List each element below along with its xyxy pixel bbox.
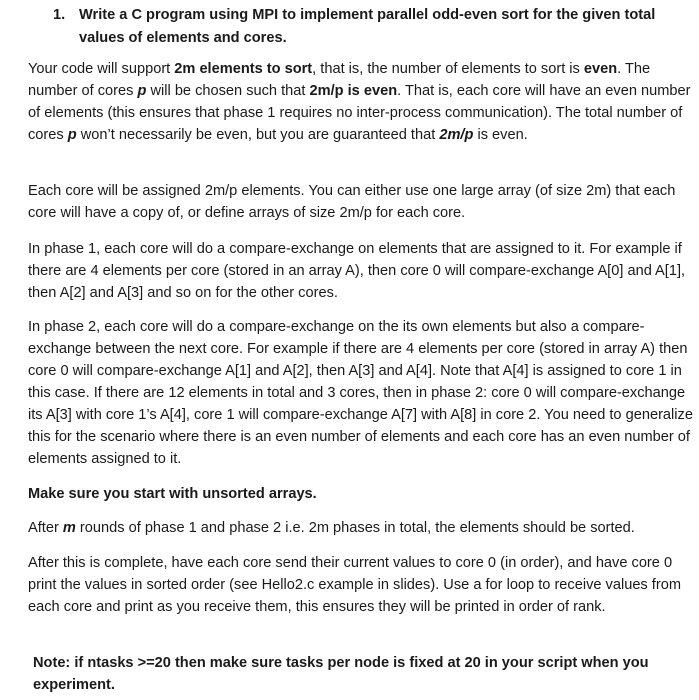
- question-heading: [53, 4, 683, 50]
- p1-text-2: , that is, the number of elements to sort is: [312, 61, 584, 77]
- paragraph-phase-2: In phase 2, each core will do a compare-exchange on the its own elements but also a compare-exchange between the next core. For example if there are 4 elements per core (stored in array A) then core 0 will compare-exchange A[1] and A[2], then A[3] and A[4]. Note that A[4] is assigned to core 1 in this case. If there are 12 elements in total and 3 cores, then in phase 2: core 0 will compare-exchange its A[3] with core 1’s A[4], core 1 will compare-exchange A[7] with A[8] in core 2. You need to generalize this for the scenario where there is an even number of elements and each core has an even number of elements assigned to it.: [28, 319, 693, 467]
- p1-text-6: won’t necessarily be even, but you are guaranteed that: [76, 127, 440, 143]
- p1-text-7: is even.: [473, 127, 528, 143]
- paragraph-gather-print: After this is complete, have each core send their current values to core 0 (in order), and have core 0 print the values in sorted order (see Hello2.c example in slides). Use a for loop to receive values from each core and print as you receive them, this ensures they will be printed in order of rank.: [28, 555, 681, 615]
- paragraph-phase-1: In phase 1, each core will do a compare-exchange on elements that are assigned to it. For example if there are 4 elements per core (stored in an array A), then core 0 will compare-exchange A[0] and A[1], then A[2] and A[3] and so on for the other cores.: [28, 241, 686, 301]
- p1-bold-2: even: [583, 61, 618, 77]
- question-title: Write a C program using MPI to implement parallel odd-even sort for the given total values of elements and cores.: [79, 7, 656, 46]
- paragraph-requirements: [28, 58, 694, 146]
- paragraph-rounds: [28, 517, 694, 539]
- p1-text-4: will be chosen such that: [146, 83, 310, 99]
- paragraph-ntasks-note: Note: if ntasks >=20 then make sure tasks per node is fixed at 20 in your script when you experiment.: [33, 655, 649, 693]
- p1-text-1: Your code will support: [28, 61, 175, 77]
- p1-bold-italic-2: p: [67, 127, 77, 143]
- p6-text-2: rounds of phase 1 and phase 2 i.e. 2m phases in total, the elements should be sorted.: [75, 520, 635, 536]
- p1-text-5: . That is, each core will have an even number of elements (this ensures that phase 1 requires no inter-process communication). The total number of cores: [28, 83, 691, 143]
- paragraph-unsorted-note: Make sure you start with unsorted arrays.: [28, 486, 317, 502]
- p6-text-1: After: [28, 520, 63, 536]
- p1-text-3: . The number of cores: [28, 61, 651, 99]
- p1-bold-italic-1: p: [137, 83, 147, 99]
- p6-bold-italic-1: m: [62, 520, 76, 536]
- question-number: 1.: [53, 7, 66, 23]
- paragraph-assignment: Each core will be assigned 2m/p elements. You can either use one large array (of size 2m) that each core will have a copy of, or define arrays of size 2m/p for each core.: [28, 183, 676, 221]
- p1-bold-1: 2m elements to sort: [174, 61, 313, 77]
- p1-bold-italic-3: 2m/p: [439, 127, 474, 143]
- p1-bold-3: 2m/p is even: [309, 83, 398, 99]
